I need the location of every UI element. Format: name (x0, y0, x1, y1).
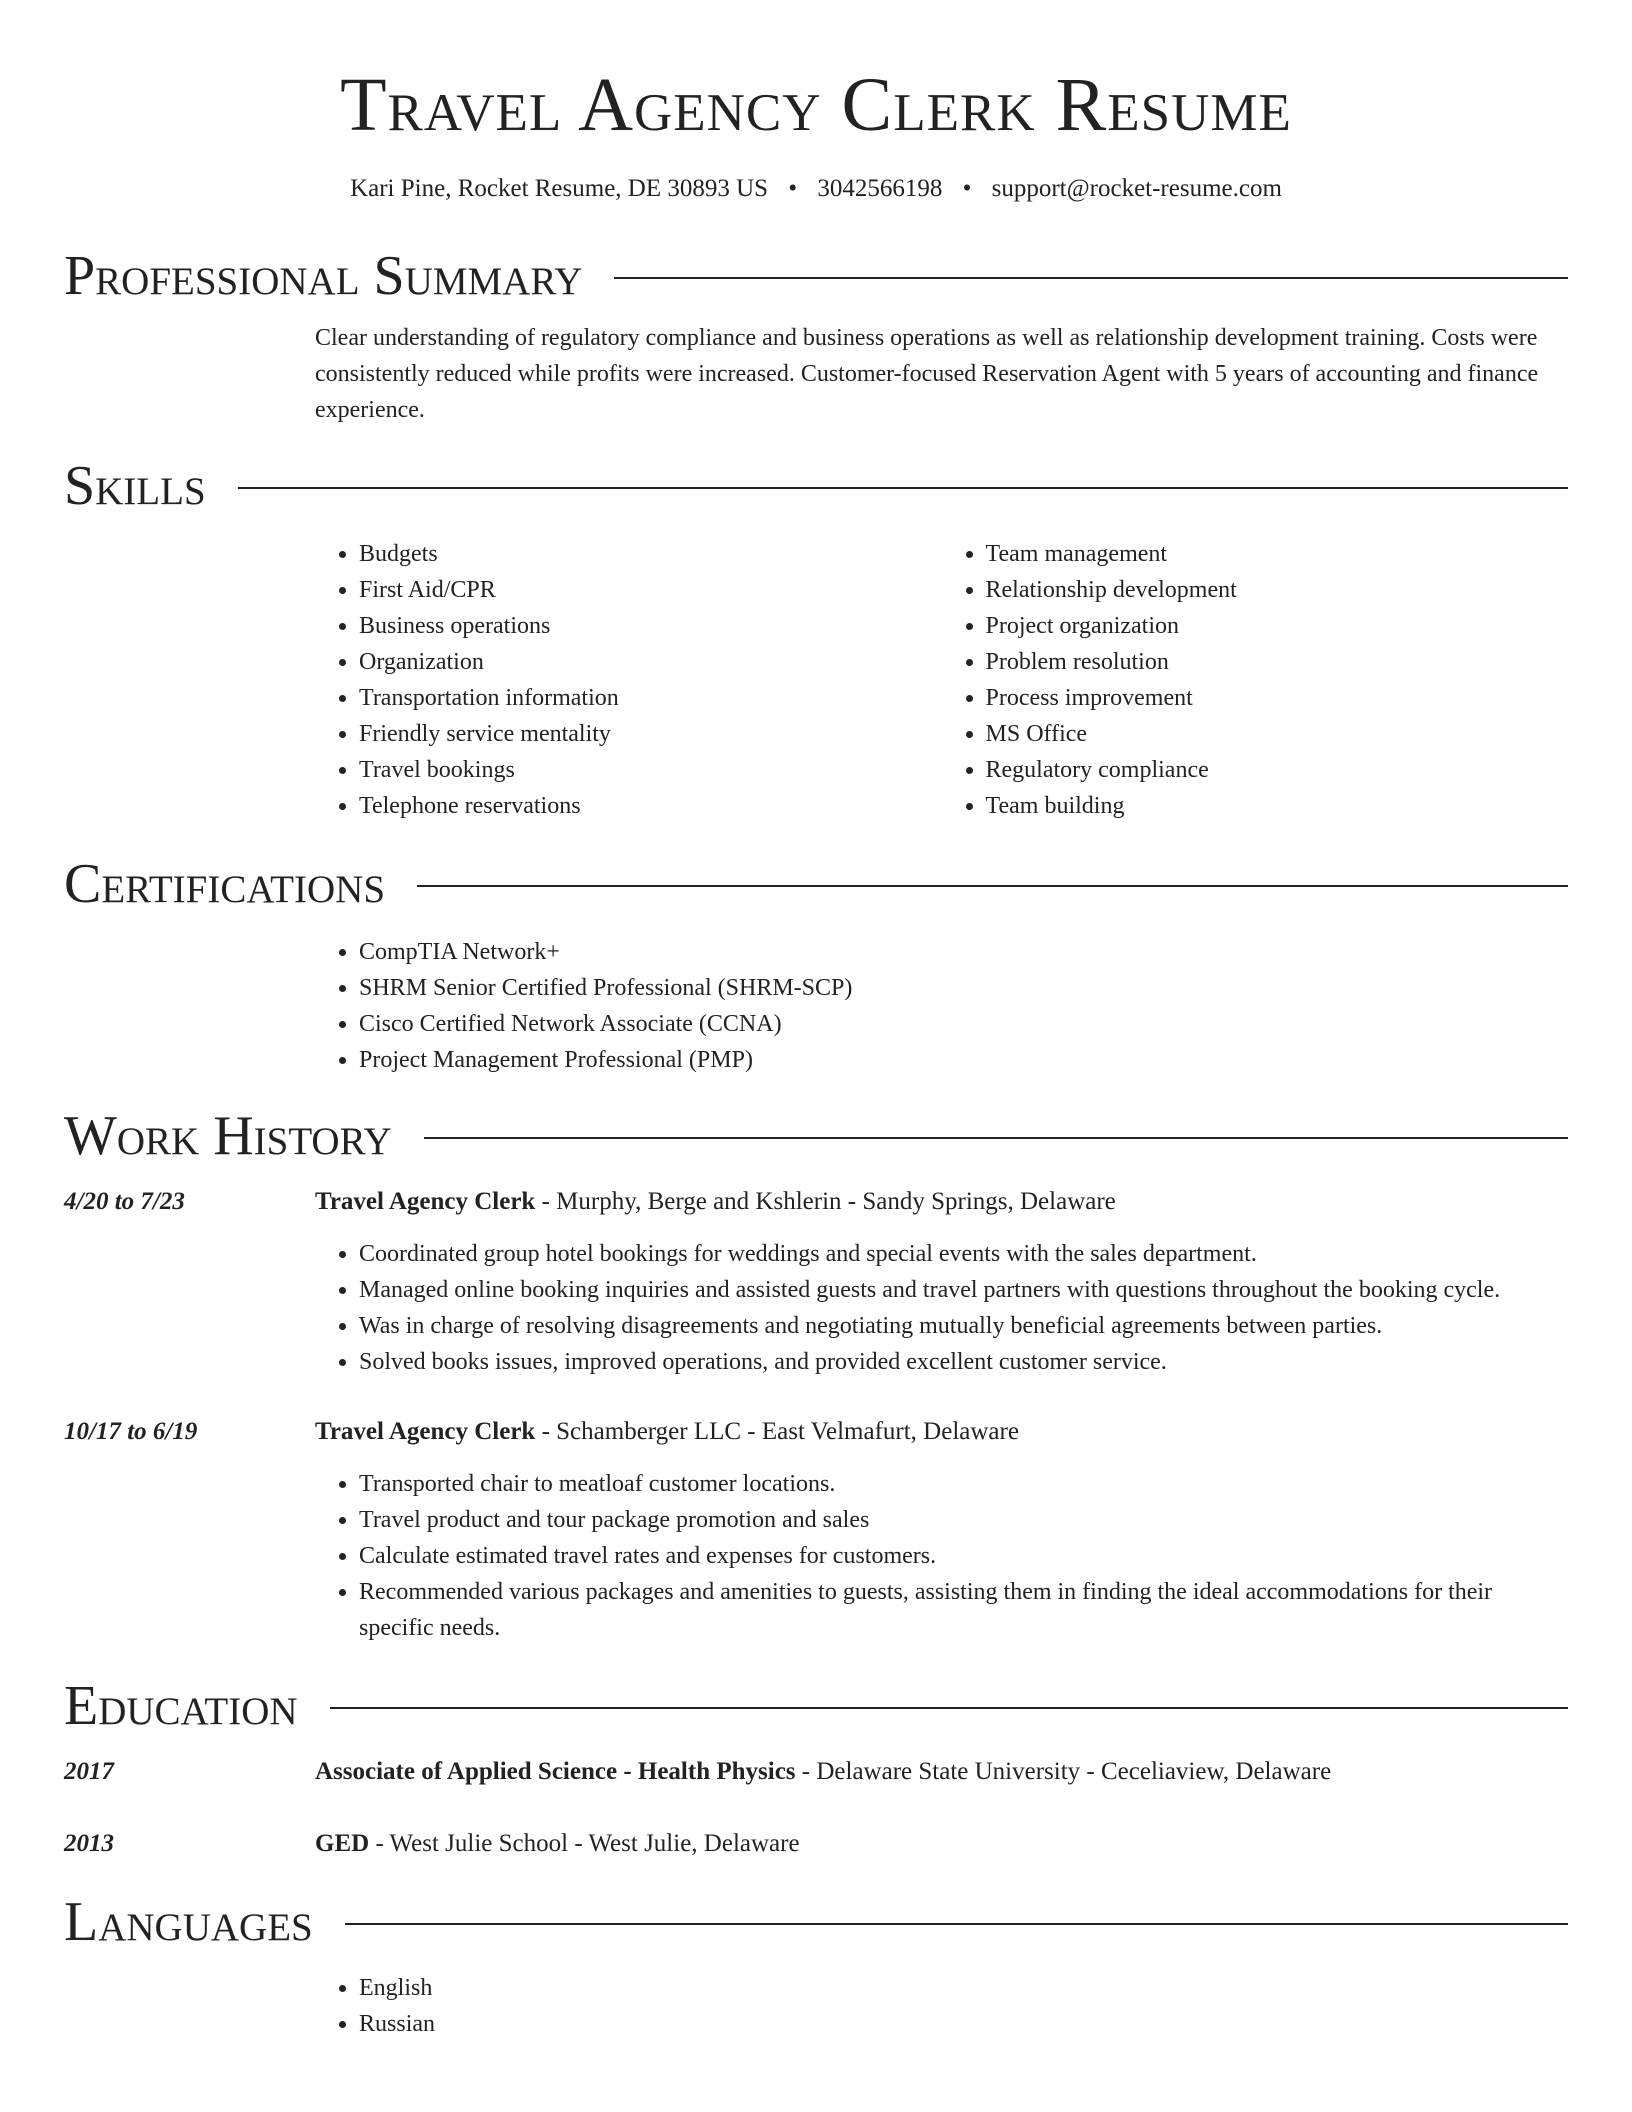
section-work-heading (64, 1104, 1568, 1168)
skill-item: • Relationship development (986, 572, 1569, 608)
job-details: - Murphy, Berge and Kshlerin - Sandy Springs, Delaware (535, 1188, 1116, 1215)
skill-item: • Transportation information (359, 680, 942, 716)
education-year: 2013 (64, 1830, 114, 1857)
section-divider (424, 1137, 1568, 1139)
resume-title: Travel Agency Clerk Resume (340, 63, 1292, 147)
skill-item: • Team building (986, 788, 1569, 824)
section-title: Professional Summary (64, 245, 583, 307)
section-title: Languages (64, 1891, 313, 1953)
work-heading (315, 1184, 1568, 1220)
certifications-list (315, 934, 1568, 1078)
summary-content (315, 320, 1568, 428)
skill-item: • Project organization (986, 608, 1569, 644)
education-heading (315, 1826, 1568, 1862)
section-divider (330, 1707, 1568, 1709)
section-divider (417, 885, 1568, 887)
certification-item: • CompTIA Network+ (359, 934, 1568, 970)
contact-phone[interactable]: 3042566198 (817, 175, 943, 202)
job-title: Travel Agency Clerk (315, 1188, 536, 1215)
section-divider (238, 487, 1568, 489)
language-item: • English (359, 1970, 1568, 2006)
work-bullet: • Transported chair to meatloaf customer locations. (359, 1466, 1568, 1502)
section-skills-heading (64, 454, 1568, 518)
section-title: Education (64, 1675, 298, 1737)
work-heading (315, 1414, 1568, 1450)
certification-item: • Project Management Professional (PMP) (359, 1042, 1568, 1078)
work-dates: 4/20 to 7/23 (64, 1188, 185, 1215)
degree-name: GED (315, 1830, 370, 1857)
education-entry (64, 1754, 1568, 1790)
certifications-content (315, 934, 1568, 1078)
section-summary-heading (64, 244, 1568, 308)
education-entry (64, 1826, 1568, 1862)
work-bullet: • Calculate estimated travel rates and expenses for customers. (359, 1538, 1568, 1574)
contact-separator: • (962, 175, 972, 202)
skills-list-right (942, 536, 1569, 824)
job-details: - Schamberger LLC - East Velmafurt, Delaware (535, 1418, 1019, 1445)
certification-item: • SHRM Senior Certified Professional (SHRM-SCP) (359, 970, 1568, 1006)
job-title: Travel Agency Clerk (315, 1418, 536, 1445)
degree-name: Associate of Applied Science - Health Physics (315, 1758, 796, 1785)
contact-email[interactable]: support@rocket-resume.com (991, 175, 1282, 202)
section-divider (614, 277, 1568, 279)
contact-line (64, 172, 1568, 206)
section-languages-heading (64, 1890, 1568, 1954)
education-year: 2017 (64, 1758, 114, 1785)
languages-content (315, 1970, 1568, 2042)
work-bullet-list (315, 1236, 1568, 1380)
work-dates: 10/17 to 6/19 (64, 1418, 198, 1445)
work-entry (64, 1414, 1568, 1450)
certification-item: • Cisco Certified Network Associate (CCNA) (359, 1006, 1568, 1042)
education-details: - Delaware State University - Ceceliaview, Delaware (795, 1758, 1332, 1785)
skill-item: • Team management (986, 536, 1569, 572)
work-bullet: • Was in charge of resolving disagreements and negotiating mutually beneficial agreements between parties. (359, 1308, 1568, 1344)
section-title: Certifications (64, 853, 386, 915)
skill-item: • Regulatory compliance (986, 752, 1569, 788)
skill-item: • Telephone reservations (359, 788, 942, 824)
education-details: - West Julie School - West Julie, Delaware (369, 1830, 800, 1857)
skill-item: • Problem resolution (986, 644, 1569, 680)
work-bullet: • Travel product and tour package promotion and sales (359, 1502, 1568, 1538)
work-bullets (315, 1466, 1568, 1646)
section-title: Work History (64, 1105, 392, 1167)
work-bullet: • Coordinated group hotel bookings for weddings and special events with the sales department. (359, 1236, 1568, 1272)
language-item: • Russian (359, 2006, 1568, 2042)
work-bullet: • Managed online booking inquiries and assisted guests and travel partners with questions throughout the booking cycle. (359, 1272, 1568, 1308)
skills-list-left (315, 536, 942, 824)
work-bullet: • Recommended various packages and amenities to guests, assisting them in finding the ideal accommodations for their specific needs. (359, 1574, 1568, 1646)
contact-separator: • (788, 175, 798, 202)
skill-item: • Organization (359, 644, 942, 680)
contact-address: Kari Pine, Rocket Resume, DE 30893 US (350, 175, 769, 202)
work-entry (64, 1184, 1568, 1220)
work-bullet-list (315, 1466, 1568, 1646)
skill-item: • Budgets (359, 536, 942, 572)
skill-item: • MS Office (986, 716, 1569, 752)
languages-list (315, 1970, 1568, 2042)
skill-item: • Business operations (359, 608, 942, 644)
work-bullets (315, 1236, 1568, 1380)
skills-grid (315, 536, 1568, 824)
section-education-heading (64, 1674, 1568, 1738)
skill-item: • Friendly service mentality (359, 716, 942, 752)
skill-item: • Process improvement (986, 680, 1569, 716)
work-bullet: • Solved books issues, improved operations, and provided excellent customer service. (359, 1344, 1568, 1380)
skill-item: • First Aid/CPR (359, 572, 942, 608)
section-title: Skills (64, 455, 206, 517)
section-divider (345, 1923, 1568, 1925)
summary-text: Clear understanding of regulatory compliance and business operations as well as relationship development training. Costs were consistently reduced while profits were increased. Customer-focused Reservation Agent with 5 years of accounting and finance experience. (315, 325, 1539, 423)
section-certifications-heading (64, 852, 1568, 916)
skill-item: • Travel bookings (359, 752, 942, 788)
skills-content (315, 536, 1568, 824)
education-heading (315, 1754, 1568, 1790)
